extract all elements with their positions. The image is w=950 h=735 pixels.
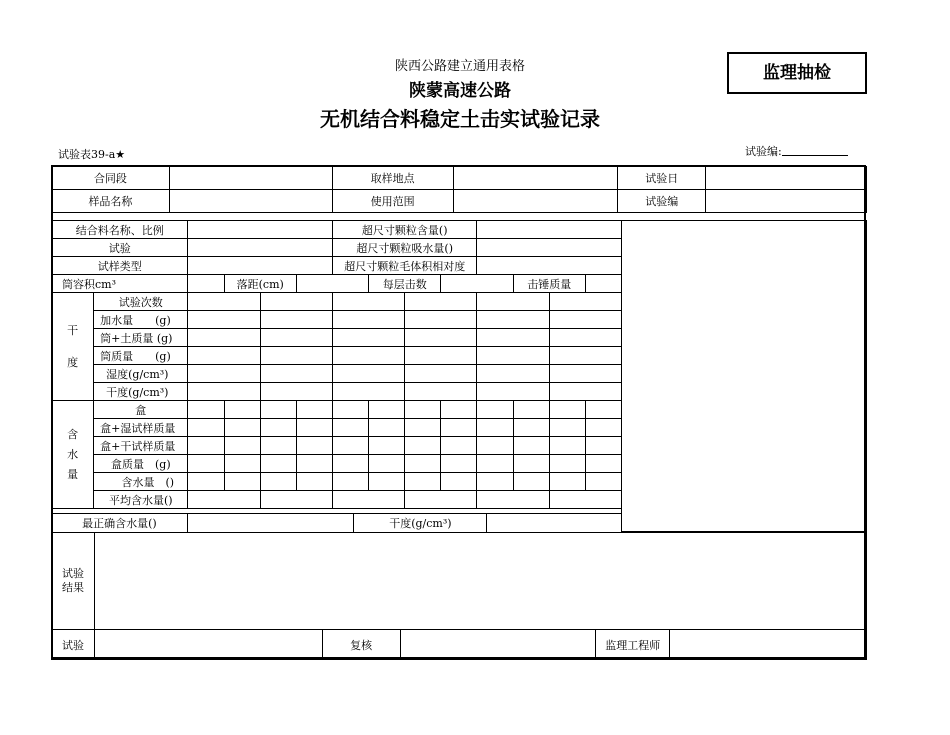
wc-cell[interactable] <box>188 419 224 437</box>
wc-cell[interactable] <box>332 401 368 419</box>
wc-cell[interactable] <box>549 455 585 473</box>
supervisor-label: 监理工程师 <box>596 630 670 660</box>
wc-cell[interactable] <box>260 437 296 455</box>
wc-cell[interactable] <box>260 401 296 419</box>
test-table <box>51 220 622 509</box>
form-number: 试验表39-a★ <box>58 148 126 161</box>
wc-cell[interactable] <box>224 437 260 455</box>
wc-cell[interactable] <box>585 401 621 419</box>
wc-cell[interactable] <box>405 455 441 473</box>
test-date-value[interactable] <box>706 167 867 190</box>
dry-cell[interactable] <box>332 383 404 401</box>
wc-cell[interactable] <box>549 473 585 491</box>
dry-cell[interactable] <box>549 293 621 311</box>
water-added-label: 加水量 (g) <box>94 311 188 329</box>
contract-value[interactable] <box>169 167 332 190</box>
contract-label: 合同段 <box>52 167 170 190</box>
wc-cell[interactable] <box>224 455 260 473</box>
avg-wc-cell[interactable] <box>332 491 404 509</box>
wc-cell[interactable] <box>260 455 296 473</box>
tester-label: 试验 <box>52 630 95 660</box>
wc-cell[interactable] <box>477 401 513 419</box>
wc-cell[interactable] <box>260 419 296 437</box>
wc-cell[interactable] <box>296 401 332 419</box>
avg-wc-cell[interactable] <box>405 491 477 509</box>
tester-signature[interactable] <box>94 630 322 660</box>
dry-cell[interactable] <box>549 311 621 329</box>
sample-type-value[interactable] <box>188 257 333 275</box>
box-label: 盒 <box>94 401 188 419</box>
oversize-absorb-label: 超尺寸颗粒吸水量() <box>332 239 477 257</box>
wc-cell[interactable] <box>332 473 368 491</box>
test-result-value[interactable] <box>94 533 866 630</box>
dry-cell[interactable] <box>260 347 332 365</box>
wc-cell[interactable] <box>296 455 332 473</box>
dry-cell[interactable] <box>405 383 477 401</box>
wc-cell[interactable] <box>405 437 441 455</box>
wc-cell[interactable] <box>513 419 549 437</box>
dry-cell[interactable] <box>405 329 477 347</box>
wc-cell[interactable] <box>224 473 260 491</box>
dry-cell[interactable] <box>549 365 621 383</box>
form-subtitle: 陕西公路建立通用表格 <box>394 59 525 74</box>
box-mass-label: 盒质量 (g) <box>94 455 188 473</box>
drop-height-value[interactable] <box>296 275 368 293</box>
test-count-label: 试验次数 <box>94 293 188 311</box>
dry-cell[interactable] <box>188 311 260 329</box>
test-method-value[interactable] <box>188 239 333 257</box>
oversize-density-value[interactable] <box>477 257 622 275</box>
wc-cell[interactable] <box>369 437 405 455</box>
dry-density-label: 干度(g/cm³) <box>94 383 188 401</box>
info-table <box>51 166 867 213</box>
wc-cell[interactable] <box>332 455 368 473</box>
wc-cell[interactable] <box>224 419 260 437</box>
serial-label: 试验编: <box>745 145 782 158</box>
dry-cell[interactable] <box>188 365 260 383</box>
blows-per-layer-label: 每层击数 <box>369 275 441 293</box>
wc-cell[interactable] <box>296 437 332 455</box>
test-number-value[interactable] <box>706 190 867 213</box>
wc-cell[interactable] <box>477 419 513 437</box>
wc-cell[interactable] <box>369 473 405 491</box>
reviewer-signature[interactable] <box>400 630 596 660</box>
dry-cell[interactable] <box>477 347 549 365</box>
wc-cell[interactable] <box>332 419 368 437</box>
binder-label: 结合料名称、比例 <box>52 221 188 239</box>
dry-cell[interactable] <box>477 383 549 401</box>
dry-cell[interactable] <box>260 329 332 347</box>
wc-cell[interactable] <box>477 455 513 473</box>
wc-cell[interactable] <box>513 437 549 455</box>
dry-cell[interactable] <box>477 311 549 329</box>
wc-cell[interactable] <box>260 473 296 491</box>
results-table <box>51 532 867 660</box>
dry-cell[interactable] <box>332 365 404 383</box>
sample-name-label: 样品名称 <box>52 190 170 213</box>
water-content-group-label: 含 水 量 <box>52 401 94 509</box>
wc-cell[interactable] <box>369 455 405 473</box>
dry-cell[interactable] <box>405 293 477 311</box>
test-method-label: 试验 <box>52 239 188 257</box>
oversize-content-value[interactable] <box>477 221 622 239</box>
dry-cell[interactable] <box>188 383 260 401</box>
summary-table <box>51 513 622 533</box>
wc-cell[interactable] <box>513 455 549 473</box>
avg-water-content-label: 平均含水量() <box>94 491 188 509</box>
dry-cell[interactable] <box>332 293 404 311</box>
sample-name-value[interactable] <box>169 190 332 213</box>
avg-wc-cell[interactable] <box>549 491 621 509</box>
wc-cell[interactable] <box>224 401 260 419</box>
dry-cell[interactable] <box>405 365 477 383</box>
dry-cell[interactable] <box>260 293 332 311</box>
water-content-label: 含水量 () <box>94 473 188 491</box>
wc-cell[interactable] <box>296 473 332 491</box>
max-dry-density-label: 干度(g/cm³) <box>354 514 487 533</box>
avg-wc-cell[interactable] <box>260 491 332 509</box>
test-date-label: 试验日 <box>618 167 706 190</box>
dry-cell[interactable] <box>332 311 404 329</box>
optimum-water-label: 最正确含水量() <box>52 514 188 533</box>
oversize-density-label: 超尺寸颗粒毛体积相对度 <box>332 257 477 275</box>
dry-cell[interactable] <box>260 365 332 383</box>
use-range-value[interactable] <box>453 190 618 213</box>
wc-cell[interactable] <box>405 473 441 491</box>
compaction-curve-area[interactable] <box>621 220 867 532</box>
sample-location-label: 取样地点 <box>332 167 453 190</box>
wc-cell[interactable] <box>549 419 585 437</box>
hammer-mass-value[interactable] <box>585 275 621 293</box>
cyl-mass-label: 筒质量 (g) <box>94 347 188 365</box>
dry-cell[interactable] <box>549 383 621 401</box>
test-number-label: 试验编 <box>618 190 706 213</box>
wc-cell[interactable] <box>585 473 621 491</box>
dry-cell[interactable] <box>260 383 332 401</box>
wc-cell[interactable] <box>585 419 621 437</box>
wc-cell[interactable] <box>188 473 224 491</box>
blows-per-layer-value[interactable] <box>441 275 513 293</box>
box-dry-mass-label: 盒+干试样质量 <box>94 437 188 455</box>
oversize-absorb-value[interactable] <box>477 239 622 257</box>
wet-density-label: 湿度(g/cm³) <box>94 365 188 383</box>
dry-cell[interactable] <box>332 329 404 347</box>
wc-cell[interactable] <box>441 419 477 437</box>
wc-cell[interactable] <box>441 473 477 491</box>
dry-cell[interactable] <box>188 329 260 347</box>
wc-cell[interactable] <box>549 401 585 419</box>
wc-cell[interactable] <box>585 455 621 473</box>
wc-cell[interactable] <box>188 437 224 455</box>
dry-cell[interactable] <box>188 293 260 311</box>
sample-type-label: 试样类型 <box>52 257 188 275</box>
wc-cell[interactable] <box>513 401 549 419</box>
dry-cell[interactable] <box>260 311 332 329</box>
wc-cell[interactable] <box>477 473 513 491</box>
avg-wc-cell[interactable] <box>188 491 260 509</box>
cylinder-volume-value[interactable] <box>188 275 224 293</box>
dry-cell[interactable] <box>188 347 260 365</box>
wc-cell[interactable] <box>296 419 332 437</box>
test-result-label: 试验 结果 <box>52 533 95 630</box>
wc-cell[interactable] <box>369 419 405 437</box>
form-title: 无机结合料稳定土击实试验记录 <box>320 107 600 131</box>
wc-cell[interactable] <box>405 401 441 419</box>
wc-cell[interactable] <box>441 455 477 473</box>
wc-cell[interactable] <box>441 437 477 455</box>
hammer-mass-label: 击锤质量 <box>513 275 585 293</box>
dry-cell[interactable] <box>332 347 404 365</box>
wc-cell[interactable] <box>188 401 224 419</box>
max-dry-density-value[interactable] <box>487 514 622 533</box>
dry-density-group-label: 干 度 <box>52 293 94 401</box>
dry-cell[interactable] <box>549 347 621 365</box>
drop-height-label: 落距(cm) <box>224 275 296 293</box>
box-wet-mass-label: 盒+湿试样质量 <box>94 419 188 437</box>
wc-cell[interactable] <box>513 473 549 491</box>
cyl-soil-mass-label: 筒+土质量 (g) <box>94 329 188 347</box>
sample-location-value[interactable] <box>453 167 618 190</box>
oversize-content-label: 超尺寸颗粒含量() <box>332 221 477 239</box>
wc-cell[interactable] <box>441 401 477 419</box>
serial-underline <box>782 155 848 156</box>
project-name: 陕蒙高速公路 <box>409 81 511 101</box>
dry-cell[interactable] <box>477 365 549 383</box>
dry-cell[interactable] <box>405 311 477 329</box>
supervisor-signature[interactable] <box>670 630 867 660</box>
dry-cell[interactable] <box>477 293 549 311</box>
reviewer-label: 复核 <box>322 630 400 660</box>
dry-cell[interactable] <box>405 347 477 365</box>
optimum-water-value[interactable] <box>187 514 354 533</box>
wc-cell[interactable] <box>405 419 441 437</box>
wc-cell[interactable] <box>332 437 368 455</box>
dry-cell[interactable] <box>477 329 549 347</box>
dry-cell[interactable] <box>549 329 621 347</box>
wc-cell[interactable] <box>585 437 621 455</box>
avg-wc-cell[interactable] <box>477 491 549 509</box>
wc-cell[interactable] <box>549 437 585 455</box>
wc-cell[interactable] <box>188 455 224 473</box>
wc-cell[interactable] <box>369 401 405 419</box>
use-range-label: 使用范围 <box>332 190 453 213</box>
supervision-stamp: 监理抽检 <box>727 52 867 94</box>
wc-cell[interactable] <box>477 437 513 455</box>
binder-value[interactable] <box>188 221 333 239</box>
cylinder-volume-label: 筒容积cm³ <box>52 275 188 293</box>
